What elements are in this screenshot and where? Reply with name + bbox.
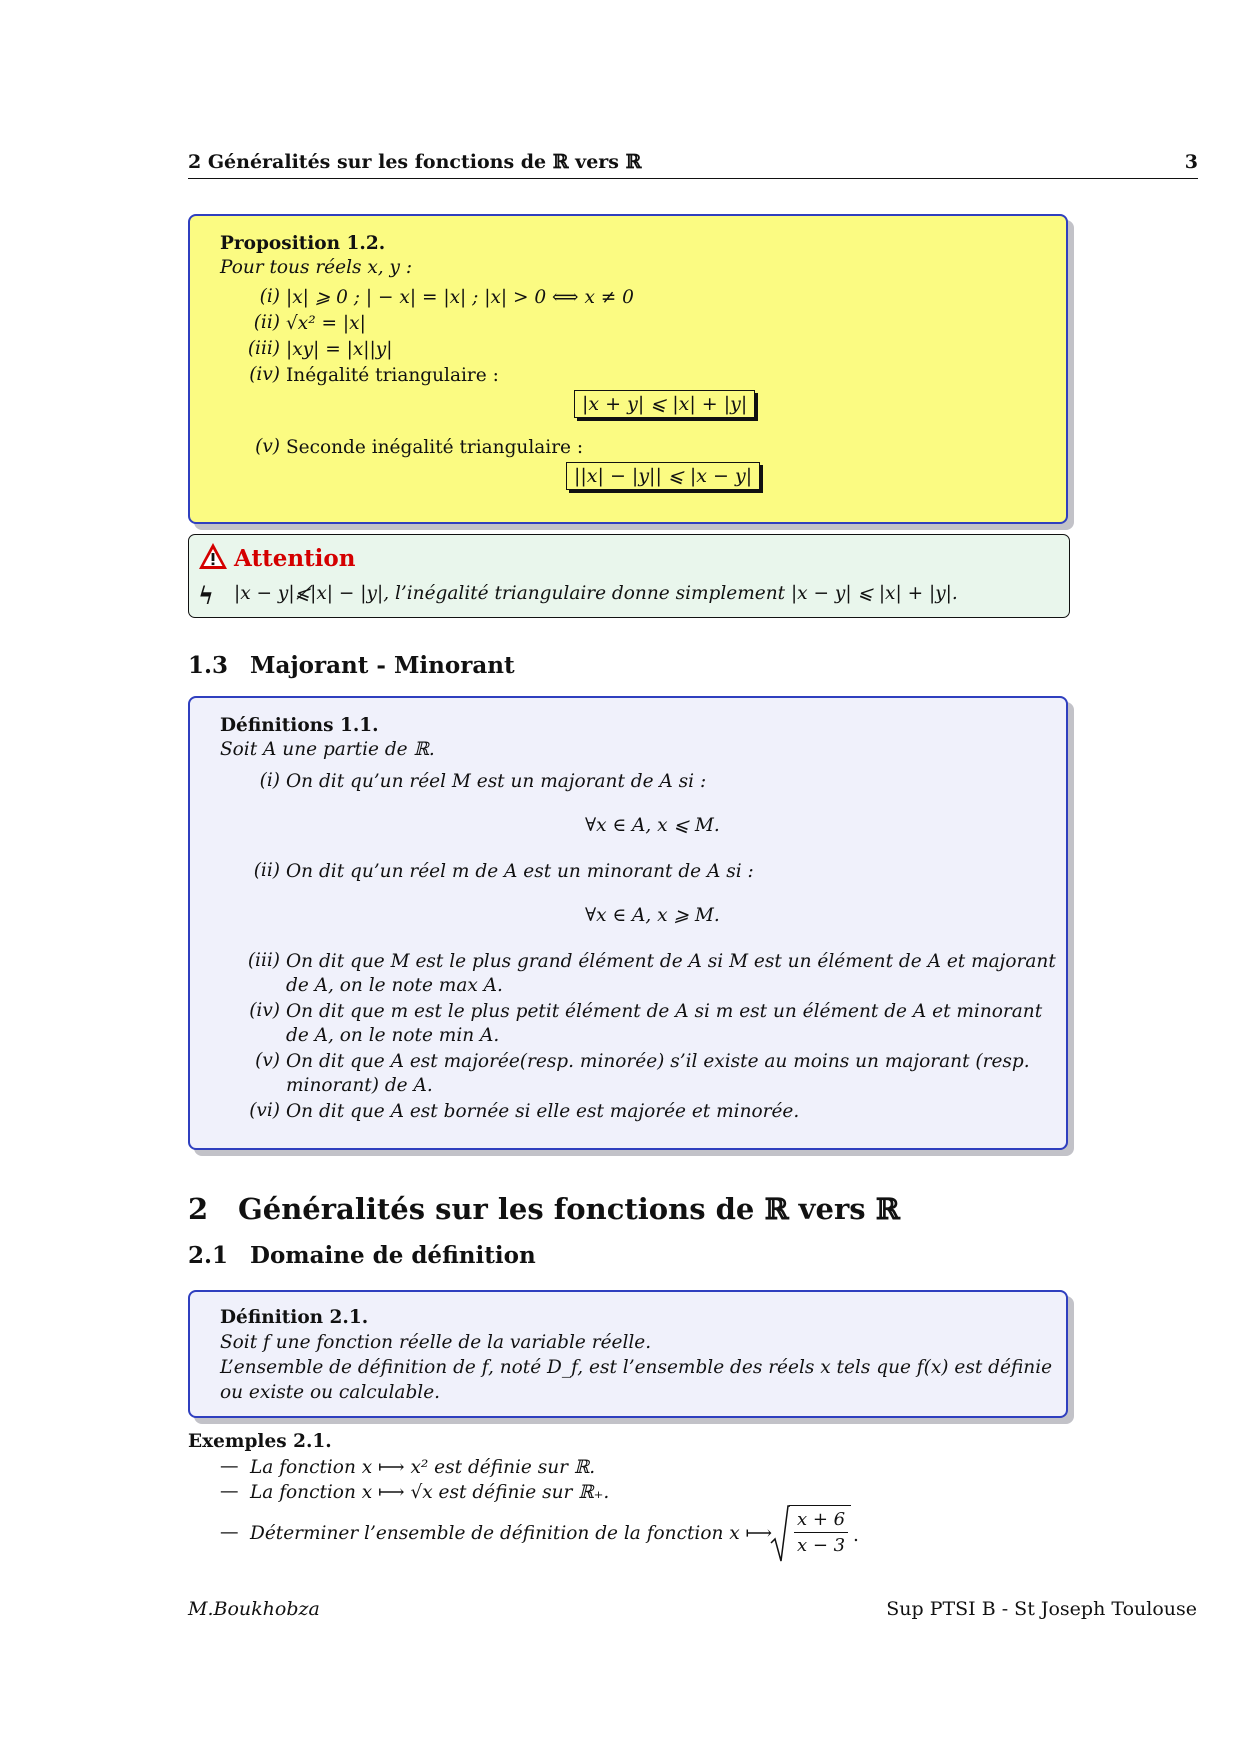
item-label: (vi)	[249, 1100, 280, 1121]
item-text: Inégalité triangulaire :	[286, 365, 499, 386]
lightning-icon: ϟ	[198, 581, 214, 610]
item-label: (iv)	[249, 1000, 280, 1021]
minorant-formula: ∀x ∈ A, x ⩾ M.	[585, 905, 720, 926]
example-item: La fonction x ⟼ x² est définie sur ℝ.	[250, 1457, 596, 1478]
header-title: 2 Généralités sur les fonctions de ℝ vers ℝ	[188, 151, 642, 173]
definitions-title: Définitions 1.1.	[220, 715, 379, 736]
section-heading	[188, 1242, 536, 1269]
definitions-intro: Soit A une partie de ℝ.	[220, 739, 435, 760]
attention-box	[188, 534, 1070, 618]
list-bullet: —	[220, 1481, 239, 1502]
definitions-box	[188, 696, 1068, 1150]
radical-sign-icon	[770, 1505, 790, 1563]
fraction-numerator: x + 6	[797, 1509, 846, 1530]
section-title: Majorant - Minorant	[250, 652, 515, 679]
running-header	[188, 150, 1198, 179]
item-text: On dit que A est majorée(resp. minorée) s’il existe au moins un majorant (resp.	[286, 1051, 1030, 1072]
item-label: (i)	[259, 770, 280, 791]
definition-box	[188, 1290, 1068, 1418]
section-number: 2.1	[188, 1242, 229, 1269]
item-text: de A, on le note max A.	[286, 975, 503, 996]
triangle-inequality-formula: |x + y| ⩽ |x| + |y|	[574, 390, 755, 418]
item-text: minorant) de A.	[286, 1075, 433, 1096]
item-text: |x| ⩾ 0 ; | − x| = |x| ; |x| > 0 ⟺ x ≠ 0	[286, 287, 634, 308]
section-title: Domaine de définition	[250, 1242, 536, 1269]
footer-author: M.Boukhobza	[188, 1598, 320, 1620]
item-label: (iii)	[247, 950, 280, 971]
section-number: 1.3	[188, 652, 229, 679]
definition-text: Soit f une fonction réelle de la variable réelle.	[220, 1332, 652, 1353]
item-text: Seconde inégalité triangulaire :	[286, 437, 584, 458]
item-label: (iii)	[247, 338, 280, 359]
attention-text: |x − y|⩽̸|x| − |y|, l’inégalité triangulaire donne simplement |x − y| ⩽ |x| + |y|.	[234, 583, 958, 604]
proposition-title: Proposition 1.2.	[220, 233, 386, 254]
item-text: On dit qu’un réel m de A est un minorant de A si :	[286, 861, 754, 882]
attention-title: Attention	[234, 545, 356, 572]
examples-title: Exemples 2.1.	[188, 1431, 332, 1452]
proposition-box	[188, 214, 1068, 524]
chapter-heading	[188, 1192, 900, 1226]
second-triangle-inequality-formula: ||x| − |y|| ⩽ |x − y|	[566, 462, 760, 490]
sqrt-fraction	[770, 1505, 852, 1557]
definition-text: ou existe ou calculable.	[220, 1382, 441, 1403]
item-text: de A, on le note min A.	[286, 1025, 500, 1046]
example-item: La fonction x ⟼ √x est définie sur ℝ₊.	[250, 1482, 610, 1503]
section-heading	[188, 652, 515, 679]
item-label: (v)	[255, 436, 280, 457]
proposition-intro: Pour tous réels x, y :	[220, 257, 413, 278]
definition-title: Définition 2.1.	[220, 1307, 369, 1328]
item-label: (i)	[259, 286, 280, 307]
item-label: (ii)	[253, 860, 280, 881]
chapter-title: Généralités sur les fonctions de ℝ vers ℝ	[238, 1192, 900, 1226]
footer-class: Sup PTSI B - St Joseph Toulouse	[886, 1598, 1197, 1620]
item-text: |xy| = |x||y|	[286, 339, 393, 360]
item-text: √x² = |x|	[286, 313, 366, 334]
page-number: 3	[1184, 151, 1198, 173]
item-label: (v)	[255, 1050, 280, 1071]
majorant-formula: ∀x ∈ A, x ⩽ M.	[585, 815, 720, 836]
chapter-number: 2	[188, 1192, 209, 1226]
example-item: Déterminer l’ensemble de définition de la fonction x ⟼	[250, 1523, 773, 1544]
item-text: On dit que m est le plus petit élément de A si m est un élément de A et minorant	[286, 1001, 1043, 1022]
item-label: (iv)	[249, 364, 280, 385]
period: .	[853, 1525, 859, 1546]
fraction-denominator: x − 3	[797, 1535, 846, 1556]
definition-text: L’ensemble de définition de f, noté D_f, est l’ensemble des réels x tels que f(x) est définie	[220, 1357, 1053, 1378]
item-text: On dit que M est le plus grand élément de A si M est un élément de A et majorant	[286, 951, 1056, 972]
item-text: On dit qu’un réel M est un majorant de A si :	[286, 771, 707, 792]
list-bullet: —	[220, 1522, 239, 1543]
item-label: (ii)	[253, 312, 280, 333]
item-text: On dit que A est bornée si elle est majorée et minorée.	[286, 1101, 800, 1122]
list-bullet: —	[220, 1456, 239, 1477]
warning-icon	[197, 541, 229, 571]
